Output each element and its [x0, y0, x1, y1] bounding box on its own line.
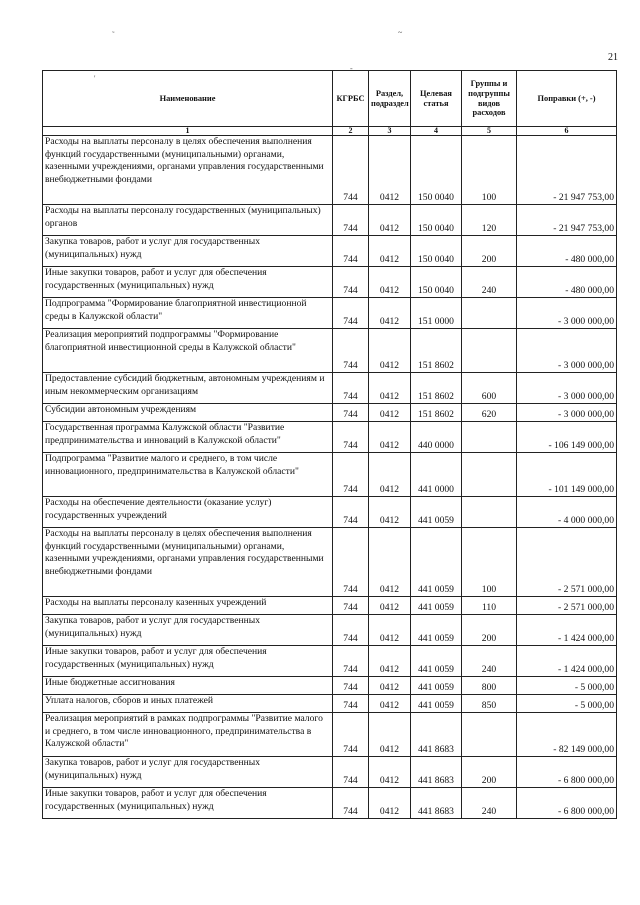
column-number: 1 — [43, 127, 333, 136]
row-expense-group: 620 — [462, 404, 517, 422]
row-section: 0412 — [369, 136, 411, 205]
table-row — [43, 236, 617, 267]
row-section: 0412 — [369, 788, 411, 819]
row-amount: - 5 000,00 — [517, 695, 617, 713]
row-name: Предоставление субсидий бюджетным, автономным учреждениям и иным некоммерческим организациям — [43, 373, 333, 404]
row-expense-group — [462, 497, 517, 528]
row-target-article: 441 8683 — [411, 757, 462, 788]
row-amount: - 6 800 000,00 — [517, 757, 617, 788]
table-row — [43, 205, 617, 236]
row-expense-group: 200 — [462, 757, 517, 788]
row-section: 0412 — [369, 373, 411, 404]
row-name: Иные бюджетные ассигнования — [43, 677, 333, 695]
row-name: Расходы на обеспечение деятельности (оказание услуг) государственных учреждений — [43, 497, 333, 528]
table-row — [43, 713, 617, 757]
row-name: Подпрограмма "Развитие малого и среднего, в том числе инновационного, предпринимательства в Калужской области" — [43, 453, 333, 497]
row-kgrbs: 744 — [333, 695, 369, 713]
row-expense-group: 800 — [462, 677, 517, 695]
row-name: Реализация мероприятий в рамках подпрограммы "Развитие малого и среднего, в том числе инновационного, предпринимательства в Калужской области" — [43, 713, 333, 757]
row-section: 0412 — [369, 615, 411, 646]
column-number: 6 — [517, 127, 617, 136]
row-name: Расходы на выплаты персоналу в целях обеспечения выполнения функций государственными (муниципальными) органами, казенными учреждениями, органами управления государственными внебюджетными фондами — [43, 136, 333, 205]
row-expense-group: 240 — [462, 267, 517, 298]
row-kgrbs: 744 — [333, 136, 369, 205]
row-name: Закупка товаров, работ и услуг для государственных (муниципальных) нужд — [43, 757, 333, 788]
row-name: Субсидии автономным учреждениям — [43, 404, 333, 422]
row-kgrbs: 744 — [333, 373, 369, 404]
row-kgrbs: 744 — [333, 298, 369, 329]
row-section: 0412 — [369, 422, 411, 453]
row-name: Государственная программа Калужской области "Развитие предпринимательства и инноваций в Калужской области" — [43, 422, 333, 453]
scan-mark: ˜ — [112, 30, 115, 39]
table-row — [43, 422, 617, 453]
row-section: 0412 — [369, 646, 411, 677]
row-name: Закупка товаров, работ и услуг для государственных (муниципальных) нужд — [43, 615, 333, 646]
row-amount: - 21 947 753,00 — [517, 205, 617, 236]
row-expense-group: 110 — [462, 597, 517, 615]
table-row — [43, 373, 617, 404]
row-amount: - 2 571 000,00 — [517, 528, 617, 597]
row-target-article: 440 0000 — [411, 422, 462, 453]
row-target-article: 441 0000 — [411, 453, 462, 497]
row-amount: - 1 424 000,00 — [517, 615, 617, 646]
table-row — [43, 695, 617, 713]
row-expense-group — [462, 298, 517, 329]
table-row — [43, 404, 617, 422]
row-target-article: 150 0040 — [411, 236, 462, 267]
row-amount: - 480 000,00 — [517, 267, 617, 298]
row-section: 0412 — [369, 404, 411, 422]
column-number: 4 — [411, 127, 462, 136]
row-section: 0412 — [369, 597, 411, 615]
row-section: 0412 — [369, 497, 411, 528]
row-expense-group: 600 — [462, 373, 517, 404]
row-section: 0412 — [369, 453, 411, 497]
row-section: 0412 — [369, 298, 411, 329]
row-kgrbs: 744 — [333, 597, 369, 615]
row-expense-group: 240 — [462, 646, 517, 677]
row-section: 0412 — [369, 205, 411, 236]
row-kgrbs: 744 — [333, 528, 369, 597]
page-number: 21 — [608, 52, 618, 63]
table-row — [43, 597, 617, 615]
row-name: Иные закупки товаров, работ и услуг для обеспечения государственных (муниципальных) нужд — [43, 646, 333, 677]
row-section: 0412 — [369, 267, 411, 298]
row-target-article: 441 0059 — [411, 597, 462, 615]
row-kgrbs: 744 — [333, 615, 369, 646]
row-target-article: 151 8602 — [411, 329, 462, 373]
row-expense-group: 200 — [462, 615, 517, 646]
row-amount: - 1 424 000,00 — [517, 646, 617, 677]
row-target-article: 441 0059 — [411, 615, 462, 646]
table-row — [43, 267, 617, 298]
row-target-article: 151 8602 — [411, 373, 462, 404]
row-expense-group — [462, 329, 517, 373]
row-name: Реализация мероприятий подпрограммы "Формирование благоприятной инвестиционной среды в Калужской области" — [43, 329, 333, 373]
row-expense-group — [462, 713, 517, 757]
table-row — [43, 528, 617, 597]
scan-mark: - — [350, 64, 353, 73]
row-expense-group: 100 — [462, 528, 517, 597]
row-amount: - 21 947 753,00 — [517, 136, 617, 205]
row-kgrbs: 744 — [333, 646, 369, 677]
row-name: Иные закупки товаров, работ и услуг для обеспечения государственных (муниципальных) нужд — [43, 267, 333, 298]
budget-table — [42, 70, 617, 819]
row-kgrbs: 744 — [333, 205, 369, 236]
row-amount: - 2 571 000,00 — [517, 597, 617, 615]
row-amount: - 6 800 000,00 — [517, 788, 617, 819]
row-kgrbs: 744 — [333, 236, 369, 267]
row-kgrbs: 744 — [333, 757, 369, 788]
row-amount: - 4 000 000,00 — [517, 497, 617, 528]
header-row — [43, 71, 617, 127]
row-amount: - 3 000 000,00 — [517, 404, 617, 422]
column-number-row — [43, 127, 617, 136]
row-kgrbs: 744 — [333, 453, 369, 497]
row-kgrbs: 744 — [333, 497, 369, 528]
column-number: 2 — [333, 127, 369, 136]
row-amount: - 3 000 000,00 — [517, 298, 617, 329]
header-name: Наименование — [43, 71, 333, 127]
row-target-article: 441 0059 — [411, 695, 462, 713]
row-amount: - 480 000,00 — [517, 236, 617, 267]
row-amount: - 106 149 000,00 — [517, 422, 617, 453]
header-amendments: Поправки (+, -) — [517, 71, 617, 127]
table-row — [43, 329, 617, 373]
row-expense-group — [462, 453, 517, 497]
row-section: 0412 — [369, 757, 411, 788]
row-name: Расходы на выплаты персоналу казенных учреждений — [43, 597, 333, 615]
row-name: Подпрограмма "Формирование благоприятной инвестиционной среды в Калужской области" — [43, 298, 333, 329]
row-section: 0412 — [369, 677, 411, 695]
row-amount: - 3 000 000,00 — [517, 329, 617, 373]
row-kgrbs: 744 — [333, 788, 369, 819]
table-row — [43, 453, 617, 497]
row-target-article: 150 0040 — [411, 205, 462, 236]
row-amount: - 3 000 000,00 — [517, 373, 617, 404]
table-row — [43, 615, 617, 646]
scan-mark: ~ — [398, 28, 403, 37]
row-expense-group: 200 — [462, 236, 517, 267]
row-kgrbs: 744 — [333, 677, 369, 695]
row-kgrbs: 744 — [333, 404, 369, 422]
row-section: 0412 — [369, 713, 411, 757]
row-target-article: 151 8602 — [411, 404, 462, 422]
scan-mark: ' — [94, 74, 96, 83]
row-section: 0412 — [369, 329, 411, 373]
row-amount: - 82 149 000,00 — [517, 713, 617, 757]
column-number: 5 — [462, 127, 517, 136]
column-number: 3 — [369, 127, 411, 136]
table-row — [43, 136, 617, 205]
row-name: Уплата налогов, сборов и иных платежей — [43, 695, 333, 713]
header-kgrbs: КГРБС — [333, 71, 369, 127]
table-row — [43, 757, 617, 788]
row-expense-group: 240 — [462, 788, 517, 819]
row-target-article: 441 0059 — [411, 497, 462, 528]
header-target: Целевая статья — [411, 71, 462, 127]
row-name: Иные закупки товаров, работ и услуг для обеспечения государственных (муниципальных) нужд — [43, 788, 333, 819]
row-section: 0412 — [369, 236, 411, 267]
header-groups: Группы и подгруппы видов расходов — [462, 71, 517, 127]
row-kgrbs: 744 — [333, 329, 369, 373]
row-amount: - 5 000,00 — [517, 677, 617, 695]
row-name: Закупка товаров, работ и услуг для государственных (муниципальных) нужд — [43, 236, 333, 267]
row-target-article: 150 0040 — [411, 267, 462, 298]
header-section: Раздел, подраздел — [369, 71, 411, 127]
row-section: 0412 — [369, 528, 411, 597]
row-expense-group: 100 — [462, 136, 517, 205]
row-expense-group — [462, 422, 517, 453]
row-name: Расходы на выплаты персоналу государственных (муниципальных) органов — [43, 205, 333, 236]
row-expense-group: 120 — [462, 205, 517, 236]
row-target-article: 441 0059 — [411, 646, 462, 677]
table-row — [43, 677, 617, 695]
row-section: 0412 — [369, 695, 411, 713]
table-row — [43, 298, 617, 329]
row-target-article: 441 0059 — [411, 677, 462, 695]
row-kgrbs: 744 — [333, 267, 369, 298]
row-target-article: 150 0040 — [411, 136, 462, 205]
table-row — [43, 497, 617, 528]
row-name: Расходы на выплаты персоналу в целях обеспечения выполнения функций государственными (муниципальными) органами, казенными учреждениями, органами управления государственными внебюджетными фондами — [43, 528, 333, 597]
table-row — [43, 646, 617, 677]
row-kgrbs: 744 — [333, 422, 369, 453]
row-kgrbs: 744 — [333, 713, 369, 757]
row-target-article: 441 8683 — [411, 713, 462, 757]
row-expense-group: 850 — [462, 695, 517, 713]
row-target-article: 441 8683 — [411, 788, 462, 819]
row-target-article: 151 0000 — [411, 298, 462, 329]
table-row — [43, 788, 617, 819]
row-amount: - 101 149 000,00 — [517, 453, 617, 497]
row-target-article: 441 0059 — [411, 528, 462, 597]
